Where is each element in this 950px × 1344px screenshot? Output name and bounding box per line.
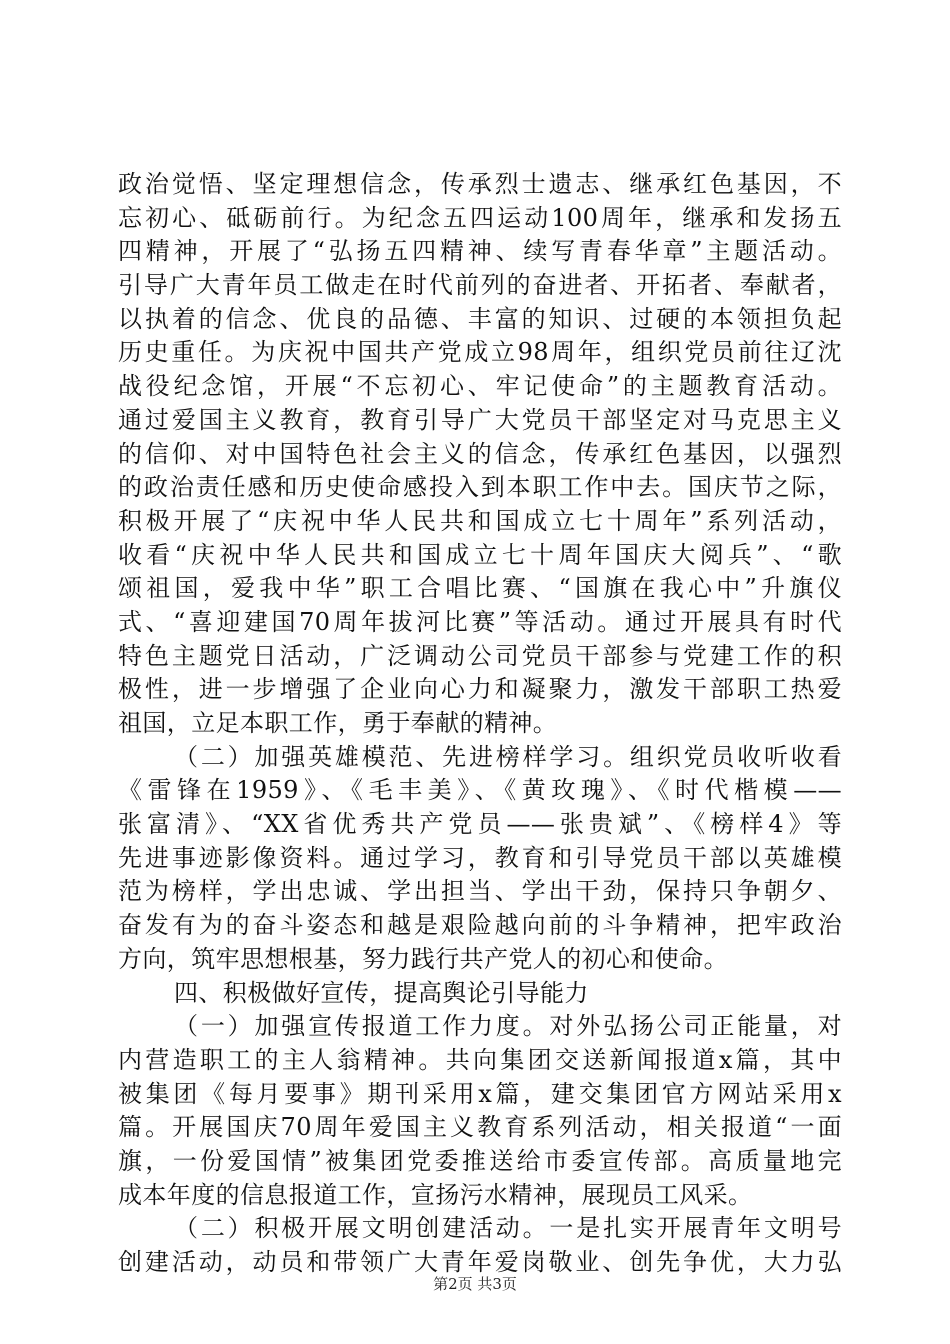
body-text [118, 168, 842, 1280]
text-line: 以执着的信念、优良的品德、丰富的知识、过硬的本领担负起 [118, 304, 842, 333]
text-line: 历史重任。为庆祝中国共产党成立98周年，组织党员前往辽沈 [118, 338, 842, 367]
paragraph-start-line: （二）加强英雄模范、先进榜样学习。组织党员收听收看 [174, 742, 842, 771]
text-line: 旗，一份爱国情”被集团党委推送给市委宣传部。高质量地完 [118, 1146, 842, 1175]
text-line: 的政治责任感和历史使命感投入到本职工作中去。国庆节之际， [118, 473, 842, 502]
text-line: 的信仰、对中国特色社会主义的信念，传承红色基因，以强烈 [118, 439, 842, 468]
text-line: 奋发有为的奋斗姿态和越是艰险越向前的斗争精神，把牢政治 [118, 911, 842, 940]
text-line: 范为榜样，学出忠诚、学出担当、学出干劲，保持只争朝夕、 [118, 877, 842, 906]
text-line: 四精神，开展了“弘扬五四精神、续写青春华章”主题活动。 [118, 237, 842, 266]
text-line: 颂祖国，爱我中华”职工合唱比赛、“国旗在我心中”升旗仪 [118, 574, 842, 603]
text-line: 《雷锋在1959》、《毛丰美》、《黄玫瑰》、《时代楷模—— [118, 776, 842, 805]
text-line: 忘初心、砥砺前行。为纪念五四运动100周年，继承和发扬五 [118, 203, 842, 232]
text-line: 特色主题党日活动，广泛调动公司党员干部参与党建工作的积 [118, 641, 842, 670]
text-line: 式、“喜迎建国70周年拔河比赛”等活动。通过开展具有时代 [118, 607, 842, 636]
page-number-footer: 第2页 共3页 [433, 1275, 517, 1293]
text-line: 积极开展了“庆祝中华人民共和国成立七十周年”系列活动， [118, 506, 842, 535]
text-line: 极性，进一步增强了企业向心力和凝聚力，激发干部职工热爱 [118, 675, 842, 704]
text-line: 被集团《每月要事》期刊采用x篇，建交集团官方网站采用x [118, 1079, 842, 1108]
text-line: 创建活动，动员和带领广大青年爱岗敬业、创先争优，大力弘 [118, 1248, 842, 1276]
text-line: 先进事迹影像资料。通过学习，教育和引导党员干部以英雄模 [118, 843, 842, 872]
text-line: 战役纪念馆，开展“不忘初心、牢记使命”的主题教育活动。 [118, 372, 842, 401]
text-line: 引导广大青年员工做走在时代前列的奋进者、开拓者、奉献者， [118, 271, 842, 300]
paragraph-start-line: （一）加强宣传报道工作力度。对外弘扬公司正能量，对 [174, 1012, 842, 1041]
section-heading: 四、积极做好宣传，提高舆论引导能力 [174, 978, 589, 1007]
text-line: 方向，筑牢思想根基，努力践行共产党人的初心和使命。 [118, 944, 728, 973]
text-line: 篇。开展国庆70周年爱国主义教育系列活动，相关报道“一面 [118, 1113, 842, 1142]
text-line: 通过爱国主义教育，教育引导广大党员干部坚定对马克思主义 [118, 405, 842, 434]
text-line: 张富清》、“XX省优秀共产党员——张贵斌”、《榜样4》等 [118, 810, 842, 839]
paragraph-start-line: （二）积极开展文明创建活动。一是扎实开展青年文明号 [174, 1214, 842, 1243]
text-line: 收看“庆祝中华人民共和国成立七十周年国庆大阅兵”、“歌 [118, 540, 842, 569]
text-line: 内营造职工的主人翁精神。共向集团交送新闻报道x篇，其中 [118, 1045, 842, 1074]
text-line: 祖国，立足本职工作，勇于奉献的精神。 [118, 709, 558, 737]
text-line: 成本年度的信息报道工作，宣扬污水精神，展现员工风采。 [118, 1180, 753, 1209]
text-line: 政治觉悟、坚定理想信念，传承烈士遗志、继承红色基因，不 [118, 170, 842, 198]
